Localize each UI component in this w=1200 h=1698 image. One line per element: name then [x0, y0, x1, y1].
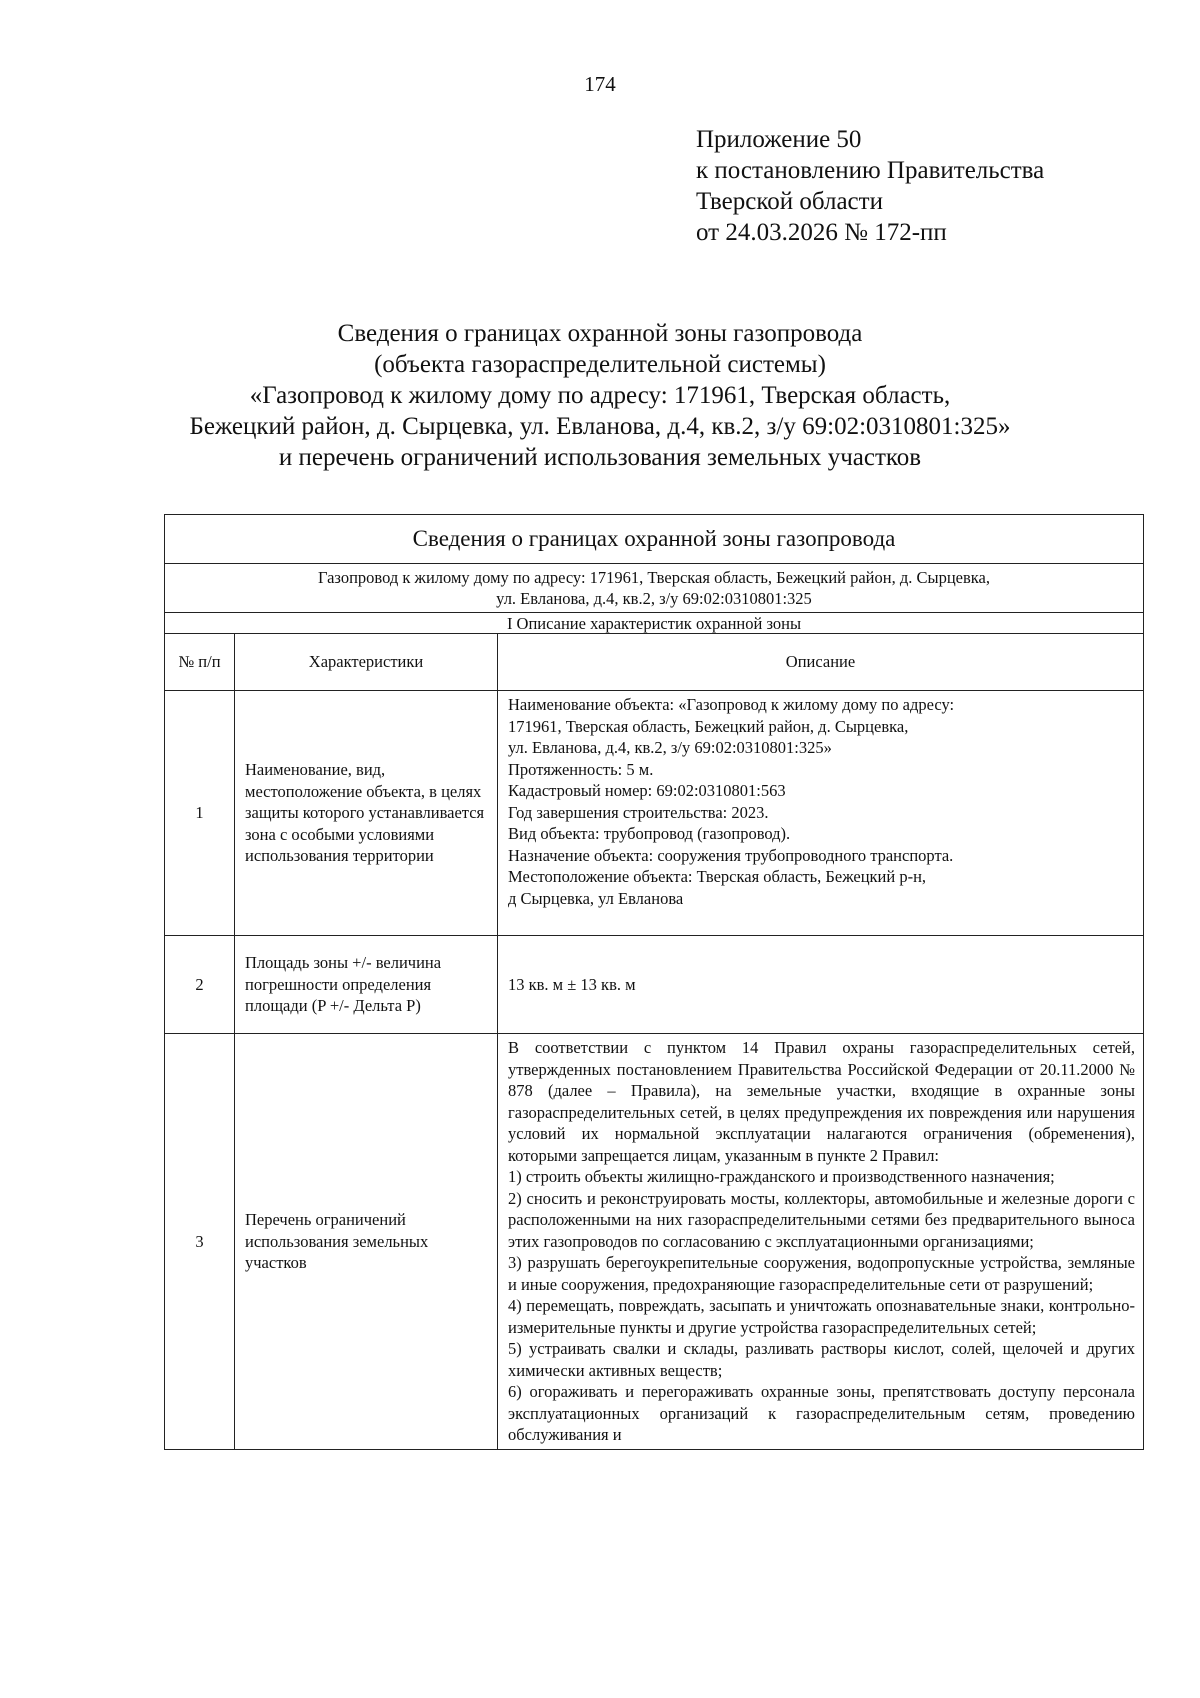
- table-row: [165, 936, 1144, 1034]
- description-line: Год завершения строительства: 2023.: [508, 802, 769, 822]
- appendix-line: Тверской области: [696, 188, 883, 215]
- description-paragraph: В соответствии с пунктом 14 Правил охраны газораспределительных сетей, утвержденных постановлением Правительства Российской Федерации от 20.11.2000 № 878 (далее – Правила), на земельные участки, входящие в охранные зоны газораспределительных сетей, в целях предупреждения их повреждения или нарушения условий их нормальной эксплуатации налагаются ограничения (обременения), которыми запрещается лицам, указанным в пункте 2 Правил:: [508, 1038, 1135, 1165]
- row-characteristic: Перечень ограничений использования земельных участков: [235, 1034, 498, 1450]
- row-description: [498, 1034, 1144, 1450]
- description-line: д Сырцевка, ул Евланова: [508, 888, 684, 908]
- header-num: № п/п: [165, 634, 235, 691]
- row-num: 3: [165, 1034, 235, 1450]
- appendix-line: Приложение 50: [696, 126, 862, 153]
- header-characteristics: Характеристики: [235, 634, 498, 691]
- row-characteristic: Наименование, вид, местоположение объекта, в целях защиты которого устанавливается зона с особыми условиями использования территории: [235, 691, 498, 936]
- title-line: Бежецкий район, д. Сырцевка, ул. Евланова, д.4, кв.2, з/у 69:02:0310801:325»: [189, 413, 1011, 440]
- page-number: 174: [584, 72, 616, 96]
- description-paragraph: 2) сносить и реконструировать мосты, коллекторы, автомобильные и железные дороги с расположенными на них газораспределительными сетями без предварительного выноса этих газопроводов по согласованию с эксплуатационными организациями;: [508, 1188, 1135, 1251]
- title-line: (объекта газораспределительной системы): [374, 351, 826, 378]
- zone-table: [164, 514, 1144, 1450]
- description-paragraph: 5) устраивать свалки и склады, разливать растворы кислот, солей, щелочей и других химически активных веществ;: [508, 1339, 1135, 1380]
- description-line: Наименование объекта: «Газопровод к жилому дому по адресу:: [508, 695, 955, 714]
- row-characteristic: Площадь зоны +/- величина погрешности определения площади (P +/- Дельта P): [235, 936, 498, 1034]
- appendix-line: к постановлению Правительства: [696, 157, 1045, 184]
- description-line: 171961, Тверская область, Бежецкий район, д. Сырцевка,: [508, 716, 909, 736]
- row-num: 2: [165, 936, 235, 1034]
- row-num: 1: [165, 691, 235, 936]
- description-paragraph: 4) перемещать, повреждать, засыпать и уничтожать опознавательные знаки, контрольно-измерительные пункты и другие устройства газораспределительных сетей;: [508, 1296, 1135, 1337]
- object-line: ул. Евланова, д.4, кв.2, з/у 69:02:0310801:325: [496, 589, 812, 608]
- row-description: [498, 691, 1144, 936]
- description-line: Местоположение объекта: Тверская область, Бежецкий р-н,: [508, 867, 927, 886]
- table-row: [165, 691, 1144, 936]
- description-line: ул. Евланова, д.4, кв.2, з/у 69:02:0310801:325»: [508, 738, 832, 757]
- row-description: 13 кв. м ± 13 кв. м: [498, 936, 1144, 1034]
- title-line: Сведения о границах охранной зоны газопровода: [337, 320, 863, 347]
- document-title: [100, 318, 1100, 473]
- description-line: Вид объекта: трубопровод (газопровод).: [508, 824, 791, 843]
- object-line: Газопровод к жилому дому по адресу: 171961, Тверская область, Бежецкий район, д. Сырцевка,: [317, 567, 990, 587]
- table-object-name: [165, 564, 1144, 613]
- description-paragraph: 6) огораживать и перегораживать охранные зоны, препятствовать доступу персонала эксплуатационных организаций к газораспределительным сетям, проведению обслуживания и: [508, 1382, 1135, 1444]
- header-description: Описание: [498, 634, 1144, 691]
- section-heading: I Описание характеристик охранной зоны: [165, 613, 1144, 634]
- description-line: Назначение объекта: сооружения трубопроводного транспорта.: [508, 845, 954, 865]
- description-paragraph: 1) строить объекты жилищно-гражданского и производственного назначения;: [508, 1167, 1055, 1186]
- title-line: и перечень ограничений использования земельных участков: [278, 444, 922, 471]
- appendix-line: от 24.03.2026 № 172-пп: [696, 219, 947, 246]
- description-line: Кадастровый номер: 69:02:0310801:563: [508, 781, 786, 800]
- description-paragraph: 3) разрушать берегоукрепительные сооружения, водопропускные устройства, земляные и иные сооружения, предохраняющие газораспределительные сети от разрушений;: [508, 1253, 1135, 1294]
- table-title: Сведения о границах охранной зоны газопровода: [165, 515, 1144, 564]
- description-line: Протяженность: 5 м.: [508, 759, 654, 779]
- appendix-block: [696, 124, 1044, 248]
- title-line: «Газопровод к жилому дому по адресу: 171961, Тверская область,: [249, 382, 951, 409]
- table-row: [165, 1034, 1144, 1450]
